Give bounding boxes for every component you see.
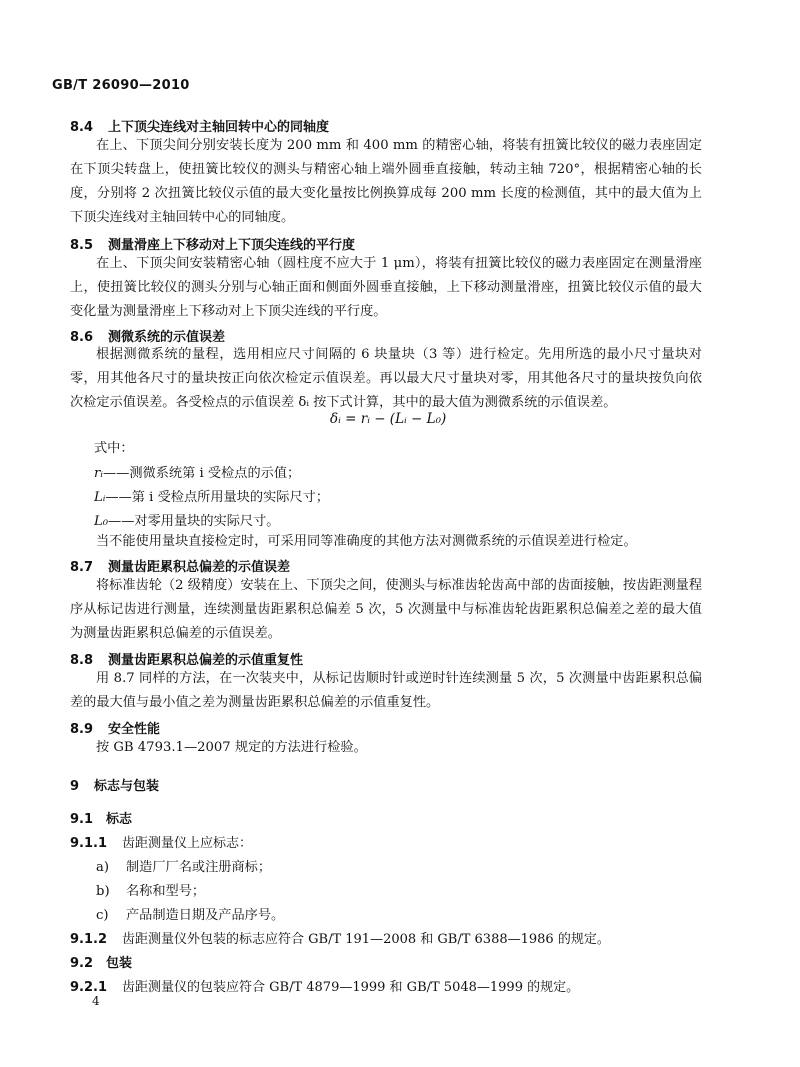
- section-title: 标志: [106, 812, 133, 827]
- clause-9-2-1: [70, 976, 579, 995]
- section-8-9-heading: [70, 718, 160, 737]
- section-8-6-note: 当不能使用量块直接检定时，可采用同等准确度的其他方法对测微系统的示值误差进行检定。: [96, 534, 637, 549]
- section-8-4-heading: [70, 116, 329, 135]
- section-title: 测量齿距累积总偏差的示值重复性: [108, 653, 304, 668]
- section-title: 标志与包装: [94, 779, 160, 794]
- section-number: 8.9: [70, 722, 94, 737]
- list-item: [96, 904, 284, 923]
- section-number: 9: [70, 779, 80, 794]
- page-number: 4: [92, 994, 100, 1008]
- section-8-7-body: 将标准齿轮（2 级精度）安装在上、下顶尖之间，使测头与标准齿轮齿高中部的齿面接触，按齿距测量程序从标记齿进行测量，连续测量齿距累积总偏差 5 次，5 次测量中与标准齿轮齿距累积总偏差之差的最大值为测量齿距累积总偏差的示值误差。: [70, 578, 703, 641]
- symbol-description: ——第 i 受检点所用量块的实际尺寸；: [105, 490, 330, 505]
- section-8-4-body: 在上、下顶尖间分别安装长度为 200 mm 和 400 mm 的精密心轴，将装有扭簧比较仪的磁力表座固定在下顶尖转盘上，使扭簧比较仪的测头与精密心轴上端外圆垂直接触，转动主轴 720°，根据精密心轴的长度，分别将 2 次扭簧比较仪示值的最大变化量按比例换算成每 200 mm 长度的检测值，其中的最大值为上下顶尖连线对主轴回转中心的同轴度。: [70, 138, 702, 225]
- list-marker: a): [96, 860, 110, 875]
- section-8-6-body: 根据测微系统的量程，选用相应尺寸间隔的 6 块量块（3 等）进行检定。先用所选的最小尺寸量块对零，用其他各尺寸的量块按正向依次检定示值误差。再以最大尺寸量块对零，用其他各尺寸的量块按负向依次检定示值误差。各受检点的示值误差 δᵢ 按下式计算，其中的最大值为测微系统的示值误差。: [70, 347, 702, 410]
- clause-9-1-2: [70, 928, 610, 947]
- section-number: 8.7: [70, 560, 94, 575]
- list-marker: b): [96, 884, 110, 899]
- symbol-definition: [94, 462, 300, 481]
- clause-number: 9.1.1: [70, 836, 108, 851]
- section-title: 安全性能: [108, 722, 161, 737]
- section-title: 测微系统的示值误差: [108, 330, 226, 345]
- section-8-9-body: 按 GB 4793.1—2007 规定的方法进行检验。: [96, 740, 367, 755]
- list-text: 名称和型号；: [126, 884, 206, 899]
- section-number: 8.5: [70, 238, 94, 253]
- section-8-7-heading: [70, 556, 290, 575]
- clause-9-1-1: [70, 832, 252, 851]
- list-text: 产品制造日期及产品序号。: [126, 908, 285, 923]
- section-8-5-heading: [70, 234, 355, 253]
- clause-text: 齿距测量仪上应标志：: [122, 836, 253, 851]
- symbol-description: ——对零用量块的实际尺寸。: [108, 514, 280, 529]
- symbol-definition: [94, 486, 329, 505]
- symbol: Lᵢ: [94, 490, 106, 505]
- section-title: 测量滑座上下移动对上下顶尖连线的平行度: [108, 238, 356, 253]
- list-item: [96, 856, 271, 875]
- symbol: rᵢ: [94, 466, 103, 481]
- symbol: L₀: [94, 514, 109, 529]
- where-label: 式中：: [94, 441, 134, 456]
- section-8-5-body: 在上、下顶尖间安装精密心轴（圆柱度不应大于 1 μm），将装有扭簧比较仪的磁力表座固定在测量滑座上，使扭簧比较仪的测头分别与心轴正面和侧面外圆垂直接触，上下移动测量滑座，扭簧比较仪示值的最大变化量为测量滑座上下移动对上下顶尖连线的平行度。: [70, 256, 702, 319]
- section-9-1-heading: [70, 808, 132, 827]
- section-number: 9.1: [70, 812, 94, 827]
- clause-text: 齿距测量仪的包装应符合 GB/T 4879—1999 和 GB/T 5048—1999 的规定。: [122, 980, 580, 995]
- list-text: 制造厂厂名或注册商标；: [126, 860, 272, 875]
- list-marker: c): [96, 908, 109, 923]
- section-number: 9.2: [70, 956, 94, 971]
- section-number: 8.4: [70, 120, 94, 135]
- section-8-8-body: 用 8.7 同样的方法，在一次装夹中，从标记齿顺时针或逆时针连续测量 5 次，5 次测量中齿距累积总偏差的最大值与最小值之差为测量齿距累积总偏差的示值重复性。: [70, 671, 702, 710]
- symbol-definition: [94, 510, 279, 529]
- section-title: 测量齿距累积总偏差的示值误差: [108, 560, 291, 575]
- section-number: 8.8: [70, 653, 94, 668]
- section-title: 上下顶尖连线对主轴回转中心的同轴度: [108, 120, 330, 135]
- section-9-2-heading: [70, 952, 132, 971]
- section-number: 8.6: [70, 330, 94, 345]
- clause-number: 9.2.1: [70, 980, 108, 995]
- clause-text: 齿距测量仪外包装的标志应符合 GB/T 191—2008 和 GB/T 6388—1986 的规定。: [122, 932, 610, 947]
- standard-number-header: GB/T 26090—2010: [52, 78, 190, 93]
- symbol-description: ——测微系统第 i 受检点的示值；: [102, 466, 301, 481]
- list-item: [96, 880, 205, 899]
- error-formula: δᵢ = rᵢ − (Lᵢ − L₀): [330, 411, 447, 427]
- clause-number: 9.1.2: [70, 932, 108, 947]
- section-9-heading: [70, 775, 159, 794]
- section-8-8-heading: [70, 649, 303, 668]
- section-title: 包装: [106, 956, 133, 971]
